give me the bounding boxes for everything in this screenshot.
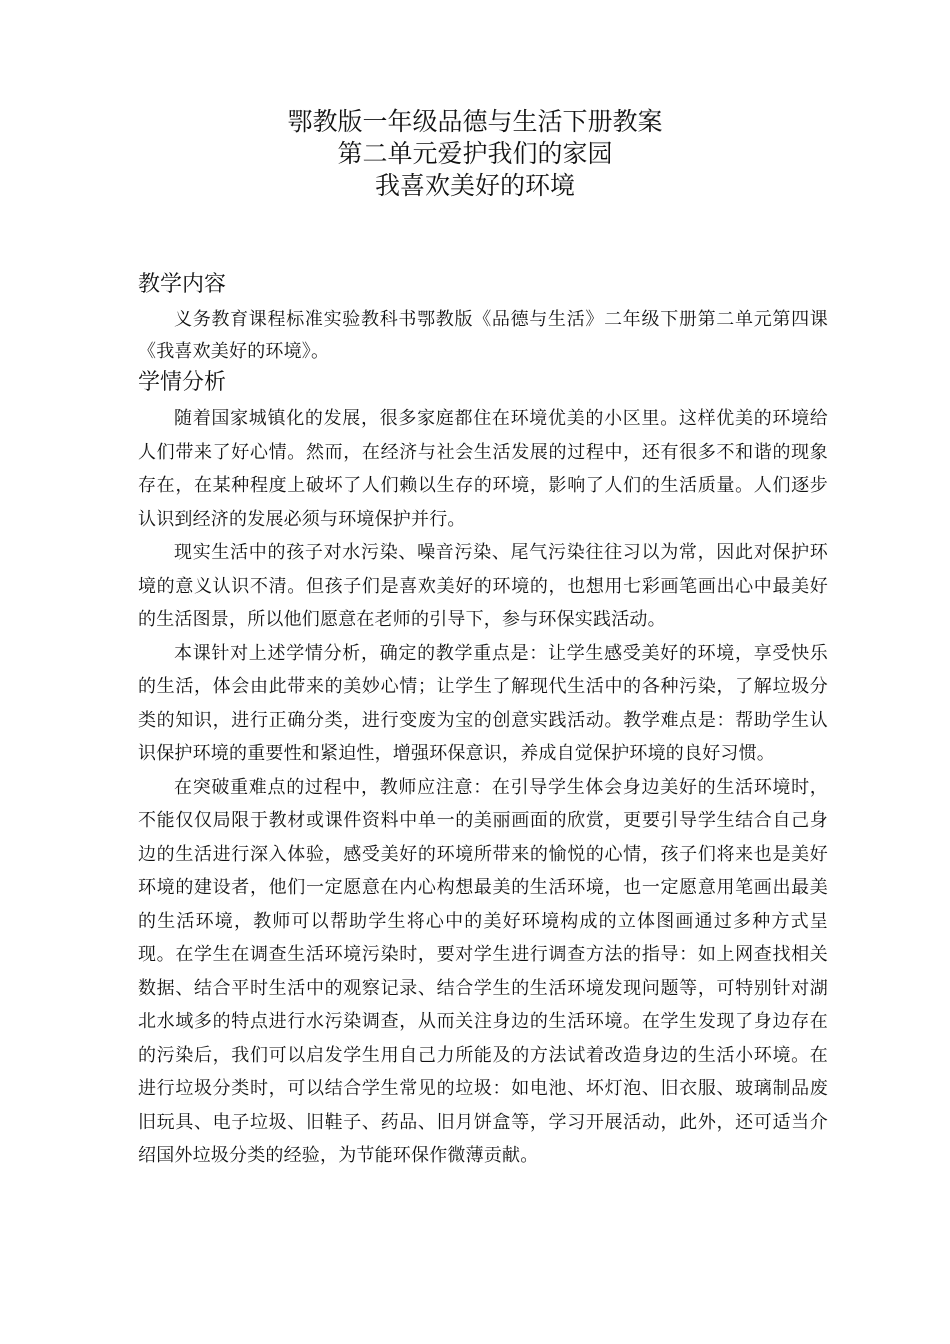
document-title-block xyxy=(0,106,950,202)
unit-title: 第二单元爱护我们的家园 xyxy=(337,139,613,168)
paragraph: 随着国家城镇化的发展，很多家庭都住在环境优美的小区里。这样优美的环境给人们带来了好心情。然而，在经济与社会生活发展的过程中，还有很多不和谐的现象存在，在某种程度上破坏了人们赖以生存的环境，影响了人们的生活质量。人们逐步认识到经济的发展必须与环境保护并行。 xyxy=(138,408,828,530)
paragraph: 本课针对上述学情分析，确定的教学重点是：让学生感受美好的环境，享受快乐的生活，体会由此带来的美妙心情；让学生了解现代生活中的各种污染，了解垃圾分类的知识，进行正确分类，进行变废为宝的创意实践活动。教学难点是：帮助学生认识保护环境的重要性和紧迫性，增强环保意识，养成自觉保护环境的良好习惯。 xyxy=(138,642,828,764)
paragraph: 在突破重难点的过程中，教师应注意：在引导学生体会身边美好的生活环境时，不能仅仅局限于教材或课件资料中单一的美丽画面的欣赏，更要引导学生结合自己身边的生活进行深入体验，感受美好的环境所带来的愉悦的心情，孩子们将来也是美好环境的建设者，他们一定愿意在内心构想最美的生活环境，也一定愿意用笔画出最美的生活环境，教师可以帮助学生将心中的美好环境构成的立体图画通过多种方式呈现。在学生在调查生活环境污染时，要对学生进行调查方法的指导：如上网查找相关数据、结合平时生活中的观察记录、结合学生的生活环境发现问题等，可特别针对湖北水域多的特点进行水污染调查，从而关注身边的生活环境。在学生发现了身边存在的污染后，我们可以启发学生用自己力所能及的方法试着改造身边的生活小环境。在进行垃圾分类时，可以结合学生常见的垃圾：如电池、坏灯泡、旧衣服、玻璃制品废旧玩具、电子垃圾、旧鞋子、药品、旧月饼盒等，学习开展活动，此外，还可适当介绍国外垃圾分类的经验，为节能环保作微薄贡献。 xyxy=(138,776,828,1166)
document-body xyxy=(138,270,828,1173)
paragraph: 现实生活中的孩子对水污染、噪音污染、尾气污染往往习以为常，因此对保护环境的意义认识不清。但孩子们是喜欢美好的环境的，也想用七彩画笔画出心中最美好的生活图景，所以他们愿意在老师的引导下，参与环保实践活动。 xyxy=(138,542,828,630)
lesson-title: 我喜欢美好的环境 xyxy=(374,171,575,200)
section-heading-teaching-content: 教学内容 xyxy=(138,272,227,297)
paragraph: 义务教育课程标准实验教科书鄂教版《品德与生活》二年级下册第二单元第四课《我喜欢美好的环境》。 xyxy=(138,309,828,362)
section-heading-student-analysis: 学情分析 xyxy=(138,370,227,395)
document-title: 鄂教版一年级品德与生活下册教案 xyxy=(287,107,663,136)
